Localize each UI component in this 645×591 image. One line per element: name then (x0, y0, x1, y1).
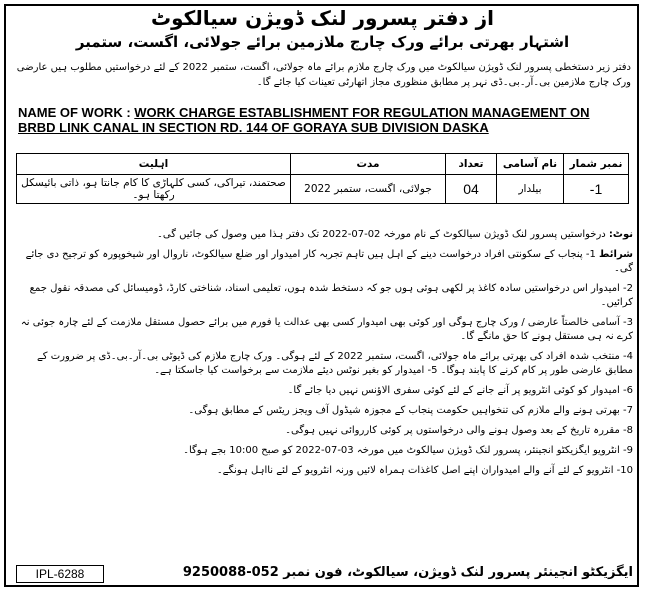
cell-duration: جولائی، اگست، ستمبر 2022 (291, 175, 446, 204)
condition-item-7: 7- بھرتی ہونے والے ملازم کی تنخواہیں حکومت پنجاب کے مجوزہ شیڈول آف ویجز ریٹس کے مطابق ہوگی۔ (188, 405, 633, 416)
condition-item-1 (12, 248, 633, 276)
condition-item-6: 6- امیدوار کو کوئی انٹرویو پر آنے جانے کے لئے کوئی سفری الاؤنس نہیں دیا جائے گا۔ (287, 385, 633, 396)
cell-count: 04 (446, 175, 497, 204)
contact-line: ایگزیکٹو انجینئر پسرور لنک ڈویژن، سیالکوٹ، فون نمبر 052-9250088 (182, 565, 633, 580)
header-count: تعداد (446, 154, 497, 175)
cell-qualification: صحتمند، تیراکی، کسی کلہاڑی کا کام جانتا ہو، ذاتی بائیسکل رکھتا ہو۔ (17, 175, 291, 204)
name-of-work-text: WORK CHARGE ESTABLISHMENT FOR REGULATION MANAGEMENT ON BRBD LINK CANAL IN SECTION RD. 144 OF GORAYA SUB DIVISION DASKA (18, 105, 590, 135)
intro-paragraph: دفتر زیر دستخطی پسرور لنک ڈویژن سیالکوٹ میں ورک چارج ملازم برائے ماہ جولائی، اگست، ستمبر 2022 کے لئے درخواستیں مطلوب ہیں عارضی ورک چارج ملازمین بی۔آر۔بی۔ڈی نہر پر مطابق منظوری مجاز اتھارٹی تعینات کیا جائے گا۔ (16, 62, 631, 88)
footer (4, 561, 641, 587)
name-of-work (18, 105, 627, 135)
notes-section (12, 228, 633, 484)
note-text: درخواستیں پسرور لنک ڈویژن سیالکوٹ کے نام مورخہ 02-07-2022 تک دفتر ہذا میں وصول کی جائیں گی۔ (157, 229, 606, 240)
note-paragraph (12, 228, 633, 242)
condition-item-9: 9- انٹرویو ایگزیکٹو انجینئر، پسرور لنک ڈویژن سیالکوٹ میں مورخہ 03-07-2022 کو صبح 10:00 بجے ہوگا۔ (183, 445, 633, 456)
condition-item-4: 4- منتخب شدہ افراد کی بھرتی برائے ماہ جولائی، اگست، ستمبر 2022 کے لئے ہوگی۔ ورک چارج ملازم کی ڈیوٹی بی۔آر۔بی۔ڈی پر ضرورت کے مطابق عارضی طور پر کام کرنے کا پابند ہوگا۔ 5- امیدوار کو بغیر نوٹس دیئے ملازمت سے برخواست کیا جاسکتا ہے۔ (36, 351, 633, 376)
cell-serial: 1- (564, 175, 629, 204)
table-row (17, 175, 629, 204)
header-serial: نمبر شمار (564, 154, 629, 175)
header-post: نام آسامی (497, 154, 564, 175)
posts-table (16, 153, 629, 204)
condition-item-10: 10- انٹرویو کے لئے آنے والے امیدواران اپنے اصل کاغذات ہمراہ لائیں ورنہ انٹرویو کے لئے نااہل ہونگے۔ (216, 465, 633, 476)
condition-item-8: 8- مقررہ تاریخ کے بعد وصول ہونے والی درخواستوں پر کوئی کارروائی نہیں ہوگی۔ (285, 425, 633, 436)
conditions-label: شرائط (599, 249, 633, 260)
header-duration: مدت (291, 154, 446, 175)
condition-item-2: 2- امیدوار اس درخواستیں سادہ کاغذ پر لکھی ہوئی ہوں جو کہ دستخط شدہ ہوں، تعلیمی اسناد، شناختی کارڈ، ڈومیسائل کی مصدقہ نقول جمع کرائیں۔ (29, 283, 633, 308)
ipl-number-badge: IPL-6288 (16, 565, 104, 583)
table-header-row (17, 154, 629, 175)
condition-text-1: 1- پنجاب کے سکونتی افراد درخواست دینے کے اہل ہیں تاہم تجربہ کار امیدوار اور ضلع سیالکوٹ، ناروال اور شیخوپورہ کو ترجیح دی جائے گی۔ (25, 249, 633, 274)
name-of-work-label: NAME OF WORK : (18, 105, 131, 120)
note-label: نوٹ: (608, 229, 633, 240)
condition-item-3: 3- آسامی خالصتاً عارضی / ورک چارج ہوگی اور کوئی بھی امیدوار کسی بھی عدالت یا فورم میں برائے حصول مستقل ملازمت کے لئے چارہ جوئی نہ کرے نہ ہی مستقل ہونے کا حق مانگے گا۔ (20, 317, 633, 342)
cell-post: بیلدار (497, 175, 564, 204)
page-subtitle: اشتہار بھرتی برائے ورک چارج ملازمین برائے جولائی، اگست، ستمبر (75, 33, 570, 51)
header-qualification: اہلیت (17, 154, 291, 175)
page-title: از دفتر پسرور لنک ڈویژن سیالکوٹ (150, 6, 495, 30)
